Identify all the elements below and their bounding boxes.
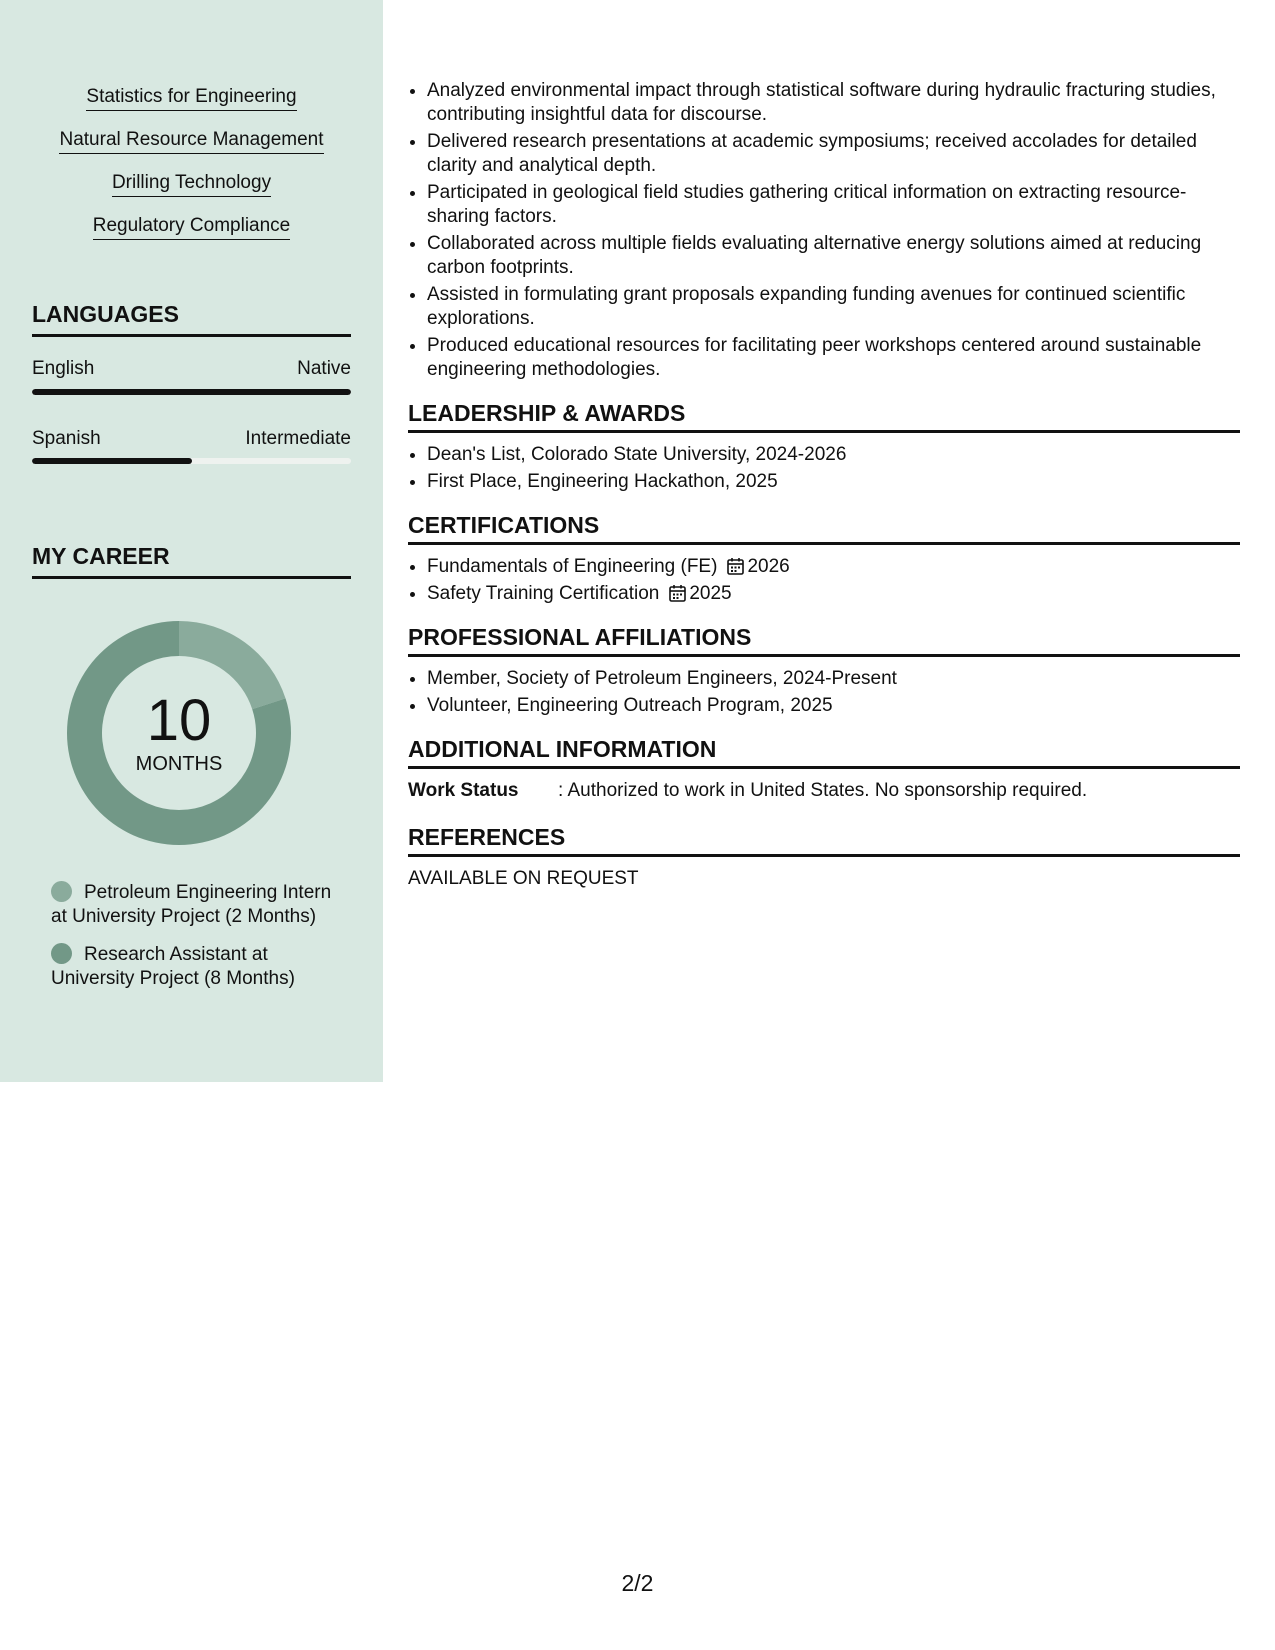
experience-bullet: • Produced educational resources for facilitating peer workshops centered around sustainable engineering methodologies. [427, 334, 1240, 382]
certification-name: Safety Training Certification [427, 583, 660, 604]
certification-year: 2026 [747, 556, 790, 577]
certification-year: 2025 [689, 583, 732, 604]
calendar-icon [669, 584, 686, 602]
language-bar-fill [32, 458, 192, 464]
certifications-heading: CERTIFICATIONS [408, 511, 1240, 545]
main-content [408, 79, 1240, 891]
references-heading: REFERENCES [408, 823, 1240, 857]
certification-item [427, 555, 1240, 579]
leadership-item: • Dean's List, Colorado State University, 2024-2026 [427, 443, 1240, 467]
career-total-months: 10 [146, 688, 212, 753]
skill-item: Regulatory Compliance [93, 215, 291, 240]
career-donut-center [66, 690, 292, 776]
additional-info-heading: ADDITIONAL INFORMATION [408, 735, 1240, 769]
languages-heading: LANGUAGES [32, 300, 351, 337]
leadership-item: • First Place, Engineering Hackathon, 2025 [427, 470, 1240, 494]
career-legend-label: Petroleum Engineering Intern at University Project (2 Months) [51, 882, 332, 927]
language-row-spanish [32, 428, 351, 450]
language-bar-english [32, 389, 351, 395]
certifications-list [408, 555, 1240, 606]
career-legend-label: Research Assistant at University Project (8 Months) [51, 944, 295, 989]
legend-dot [51, 881, 72, 902]
sidebar [0, 0, 383, 1082]
skill-item: Statistics for Engineering [86, 86, 296, 111]
career-total-unit: MONTHS [135, 753, 223, 775]
career-heading: MY CAREER [32, 542, 351, 579]
experience-bullet: • Assisted in formulating grant proposals expanding funding avenues for continued scientific explorations. [427, 283, 1240, 331]
experience-bullet: • Collaborated across multiple fields evaluating alternative energy solutions aimed at reducing carbon footprints. [427, 232, 1240, 280]
skill-item: Drilling Technology [112, 172, 271, 197]
work-status-row [408, 779, 1240, 803]
references-text: AVAILABLE ON REQUEST [408, 868, 639, 889]
language-row-english [32, 358, 351, 380]
calendar-icon [727, 557, 744, 575]
leadership-list [408, 443, 1240, 494]
certification-name: Fundamentals of Engineering (FE) [427, 556, 718, 577]
language-bar-spanish [32, 458, 351, 464]
affiliation-item: • Volunteer, Engineering Outreach Program, 2025 [427, 694, 1240, 718]
work-status-label: Work Status [408, 780, 519, 801]
language-level: Native [297, 358, 351, 379]
language-level: Intermediate [245, 428, 351, 449]
experience-bullet: • Participated in geological field studies gathering critical information on extracting resource-sharing factors. [427, 181, 1240, 229]
language-bar-fill [32, 389, 351, 395]
skills-list [0, 86, 383, 258]
language-name: Spanish [32, 428, 101, 449]
skill-item: Natural Resource Management [59, 129, 323, 154]
language-name: English [32, 358, 95, 379]
career-legend [51, 881, 341, 1005]
experience-bullets [408, 79, 1240, 382]
affiliations-list [408, 667, 1240, 718]
legend-dot [51, 943, 72, 964]
page-number: 2/2 [621, 1570, 654, 1596]
affiliations-heading: PROFESSIONAL AFFILIATIONS [408, 623, 1240, 657]
career-legend-item [51, 881, 341, 929]
certification-item [427, 582, 1240, 606]
experience-bullet: • Delivered research presentations at academic symposiums; received accolades for detailed clarity and analytical depth. [427, 130, 1240, 178]
work-status-value: : Authorized to work in United States. No sponsorship required. [558, 780, 1088, 801]
leadership-heading: LEADERSHIP & AWARDS [408, 399, 1240, 433]
affiliation-item: • Member, Society of Petroleum Engineers, 2024-Present [427, 667, 1240, 691]
career-legend-item [51, 943, 341, 991]
experience-bullet: • Analyzed environmental impact through statistical software during hydraulic fracturing studies, contributing insightful data for discourse. [427, 79, 1240, 127]
